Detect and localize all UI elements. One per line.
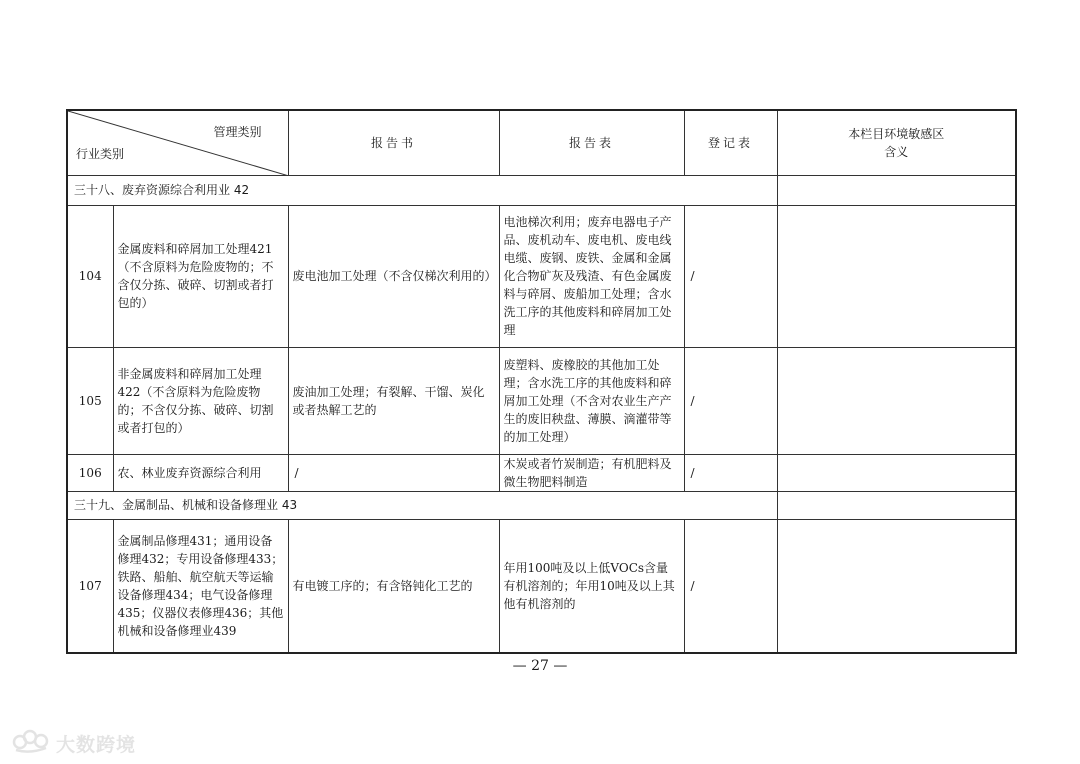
table-row [67,519,1016,653]
sensitive-area-header [777,110,1016,175]
report-book-cell: 有电镀工序的；有含铬钝化工艺的 [288,519,499,653]
sensitive-cell [777,454,1016,491]
report-form-cell: 木炭或者竹炭制造；有机肥料及微生物肥料制造 [499,454,684,491]
table-row [67,347,1016,454]
sensitive-area-header-line2: 含义 [884,144,909,159]
section-sensitive-cell [777,491,1016,519]
report-form-cell: 电池梯次利用；废弃电器电子产品、废机动车、废电机、废电线电缆、废钢、废铁、金属和金属化合物矿灰及残渣、有色金属废料与碎屑、废船加工处理；含水洗工序的其他废料和碎屑加工处理 [499,205,684,347]
report-book-cell: 废电池加工处理（不含仅梯次利用的） [288,205,499,347]
section-row [67,175,1016,205]
registration-cell: / [684,347,777,454]
row-number: 104 [67,205,113,347]
report-book-cell: / [288,454,499,491]
diagonal-line [68,111,289,176]
management-category-label: 管理类别 [213,125,262,139]
report-form-cell: 年用100吨及以上低VOCs含量有机溶剂的；年用10吨及以上其他有机溶剂的 [499,519,684,653]
industry-cell: 金属制品修理431；通用设备修理432；专用设备修理433；铁路、船舶、航空航天等运输设备修理434；电气设备修理435；仪器仪表修理436；其他机械和设备修理业439 [113,519,288,653]
sensitive-cell [777,205,1016,347]
registration-form-header: 登记表 [684,110,777,175]
report-book-cell: 废油加工处理；有裂解、干馏、炭化或者热解工艺的 [288,347,499,454]
classification-table [66,109,1017,654]
industry-cell: 农、林业废弃资源综合利用 [113,454,288,491]
corner-header-cell [67,110,288,175]
registration-cell: / [684,519,777,653]
row-number: 106 [67,454,113,491]
section-title: 三十八、废弃资源综合利用业 42 [67,175,777,205]
table-header-row [67,110,1016,175]
registration-cell: / [684,205,777,347]
report-book-header: 报告书 [288,110,499,175]
industry-cell: 非金属废料和碎屑加工处理422（不含原料为危险废物的；不含仅分拣、破碎、切割或者打包的） [113,347,288,454]
section-title: 三十九、金属制品、机械和设备修理业 43 [67,491,777,519]
registration-cell: / [684,454,777,491]
row-number: 107 [67,519,113,653]
sensitive-area-header-line1: 本栏目环境敏感区 [848,126,945,141]
table-row [67,454,1016,491]
industry-category-label: 行业类别 [76,146,125,161]
row-number: 105 [67,347,113,454]
watermark-text: 大数跨境 [56,733,137,756]
page-number: — 27 — [512,658,568,674]
table-row [67,205,1016,347]
sensitive-cell [777,347,1016,454]
section-row [67,491,1016,519]
cloud-logo-icon [12,728,52,758]
section-sensitive-cell [777,175,1016,205]
report-form-cell: 废塑料、废橡胶的其他加工处理；含水洗工序的其他废料和碎屑加工处理（不含对农业生产产生的废旧秧盘、薄膜、滴灌带等的加工处理） [499,347,684,454]
industry-cell: 金属废料和碎屑加工处理421（不含原料为危险废物的；不含仅分拣、破碎、切割或者打包的） [113,205,288,347]
report-form-header: 报告表 [499,110,684,175]
watermark [12,730,136,756]
sensitive-cell [777,519,1016,653]
